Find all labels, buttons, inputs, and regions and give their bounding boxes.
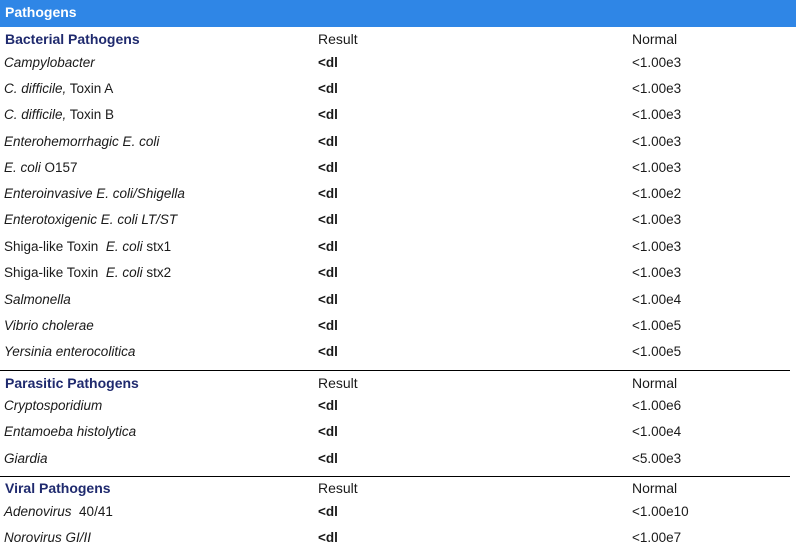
result-value: <dl [318,398,338,413]
normal-value: <1.00e3 [632,107,682,122]
result-value: <dl [318,292,338,307]
section-divider [0,476,790,477]
result-value: <dl [318,55,338,70]
section-title-parasitic: Parasitic Pathogens [5,375,139,391]
pathogen-name: C. difficile, Toxin A [4,81,114,96]
column-header-normal: Normal [632,480,678,496]
normal-value: <1.00e6 [632,398,682,413]
pathogen-name: Vibrio cholerae [4,318,94,333]
pathogen-name: Norovirus GI/II [4,530,92,545]
pathogen-name: Cryptosporidium [4,398,103,413]
pathogen-name: C. difficile, Toxin B [4,107,115,122]
column-header-normal: Normal [632,31,678,47]
result-value: <dl [318,239,338,254]
normal-value: <1.00e3 [632,134,682,149]
pathogen-name: Enterohemorrhagic E. coli [4,134,160,149]
result-value: <dl [318,318,338,333]
normal-value: <1.00e3 [632,160,682,175]
column-header-result: Result [318,31,358,47]
pathogen-name: Enterotoxigenic E. coli LT/ST [4,212,178,227]
pathogen-name: Salmonella [4,292,71,307]
normal-value: <1.00e10 [632,504,689,519]
pathogen-name: Entamoeba histolytica [4,424,137,439]
column-header-result: Result [318,375,358,391]
result-value: <dl [318,160,338,175]
pathogen-name: Enteroinvasive E. coli/Shigella [4,186,185,201]
result-value: <dl [318,186,338,201]
result-value: <dl [318,212,338,227]
result-value: <dl [318,344,338,359]
pathogen-name: Adenovirus 40/41 [4,504,113,519]
normal-value: <1.00e3 [632,265,682,280]
section-title-bacterial: Bacterial Pathogens [5,31,140,47]
result-value: <dl [318,107,338,122]
pathogen-name: Giardia [4,451,48,466]
pathogen-name: Campylobacter [4,55,95,70]
normal-value: <1.00e3 [632,212,682,227]
result-value: <dl [318,504,338,519]
column-header-normal: Normal [632,375,678,391]
normal-value: <1.00e3 [632,239,682,254]
normal-value: <1.00e3 [632,55,682,70]
normal-value: <1.00e3 [632,81,682,96]
section-divider [0,370,790,371]
normal-value: <1.00e2 [632,186,682,201]
pathogen-name: Shiga-like Toxin E. coli stx2 [4,265,172,280]
normal-value: <1.00e4 [632,292,682,307]
normal-value: <1.00e7 [632,530,682,545]
pathogens-header [0,0,796,27]
result-value: <dl [318,265,338,280]
result-value: <dl [318,81,338,96]
result-value: <dl [318,424,338,439]
pathogen-name: Shiga-like Toxin E. coli stx1 [4,239,172,254]
result-value: <dl [318,134,338,149]
pathogen-name: Yersinia enterocolitica [4,344,136,359]
section-title-viral: Viral Pathogens [5,480,111,496]
normal-value: <1.00e5 [632,344,682,359]
pathogen-name: E. coli O157 [4,160,78,175]
result-value: <dl [318,451,338,466]
normal-value: <5.00e3 [632,451,682,466]
normal-value: <1.00e5 [632,318,682,333]
header-title: Pathogens [5,4,77,20]
column-header-result: Result [318,480,358,496]
normal-value: <1.00e4 [632,424,682,439]
result-value: <dl [318,530,338,545]
